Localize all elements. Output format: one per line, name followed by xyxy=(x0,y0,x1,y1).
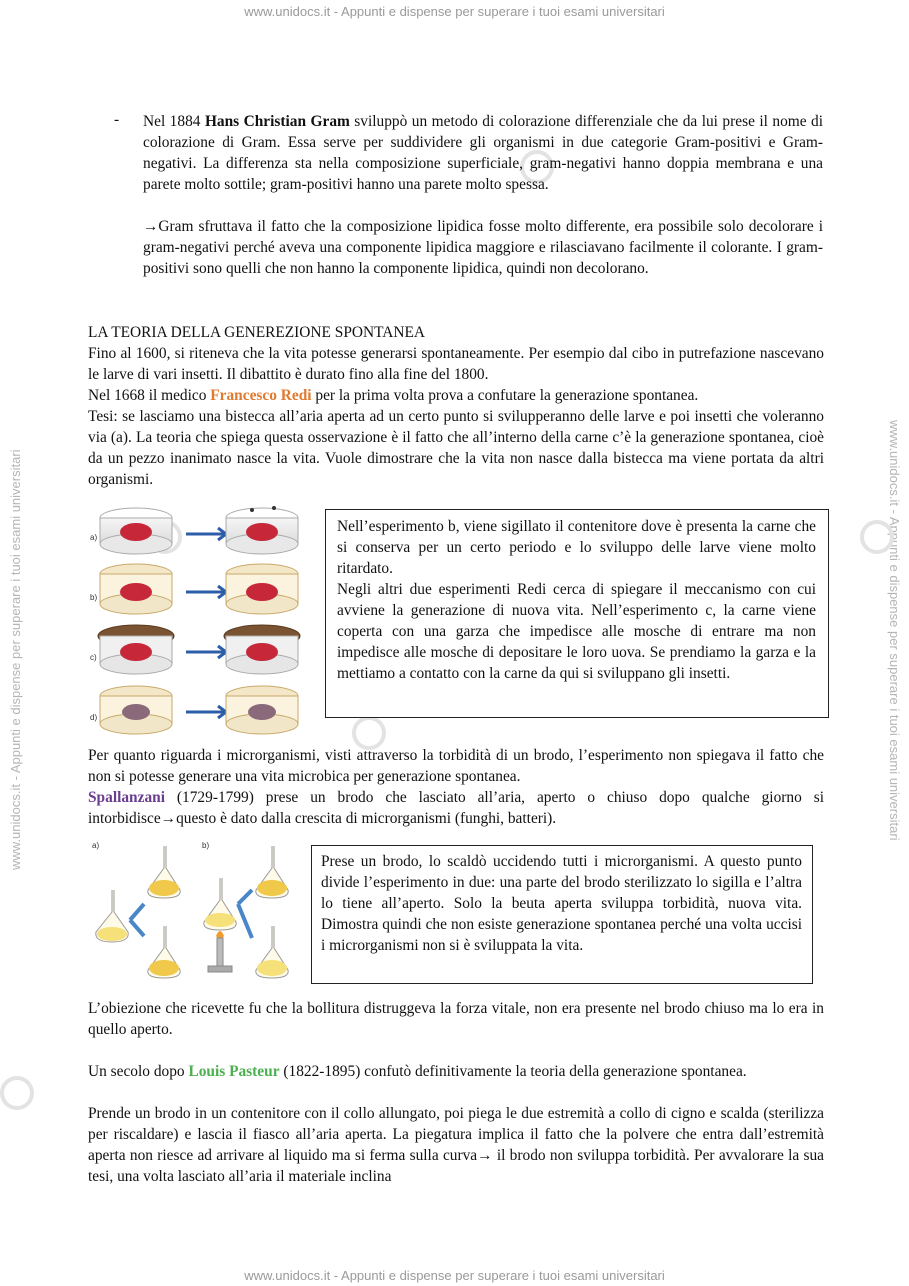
redi-experiment-figure xyxy=(88,496,310,738)
arrow-icon xyxy=(186,528,226,540)
watermark-logo-icon xyxy=(0,1076,34,1110)
thesis-paragraph: Tesi: se lasciamo una bistecca all’aria aperta ad un certo punto si svilupperanno delle larve e poi insetti che voleranno via (a). La teoria che spiega questa osservazione è il fatto che all’interno della carne c’è la generazione spontanea, cioè da un pezzo inanimato nasce la vita. Vuole dimostrare che la vita non nasce dalla bistecca ma viene portata da altri organismi. xyxy=(88,408,824,488)
gram-arrow-paragraph xyxy=(143,216,823,279)
right-side-watermark: www.unidocs.it - Appunti e dispense per superare i tuoi esami universitari xyxy=(887,420,902,841)
figure-label-a: a) xyxy=(90,533,98,542)
dish-c-before xyxy=(98,625,174,674)
redi-box-text-1: Nell’esperimento b, viene sigillato il contenitore dove è presenta la carne che si conserva per un certo periodo e lo sviluppo delle larve viene molto ritardato. xyxy=(337,518,816,577)
section-heading: LA TEORIA DELLA GENEREZIONE SPONTANEA xyxy=(88,324,426,341)
flask-icon xyxy=(256,926,288,978)
gram-name: Hans Christian Gram xyxy=(204,113,350,130)
spallanzani-name: Spallanzani xyxy=(88,789,165,806)
redi-name: Francesco Redi xyxy=(210,387,312,404)
bunsen-burner-icon xyxy=(208,931,232,972)
gram-explanation: Gram sfruttava il fatto che la composizione lipidica fosse molto differente, era possibile solo decolorare i gram-negativi perché aveva una componente lipidica maggiore e rilasciavano facilmente il colorante. I gram-positivi sono quelli che non hanno la componente lipidica, quindi non decolorano. xyxy=(143,218,823,277)
spallanzani-experiment-figure xyxy=(90,838,302,998)
flask-icon xyxy=(148,846,180,898)
spallanzani-paragraph xyxy=(88,787,824,829)
figure-label-d: d) xyxy=(90,713,98,722)
dish-d-before xyxy=(100,686,172,734)
spallanzani-text-b: questo è dato dalla crescita di microrganismi (funghi, batteri). xyxy=(176,810,557,827)
watermark-logo-icon xyxy=(860,520,894,554)
spallanzani-text-a: (1729-1799) prese un brodo che lasciato all’aria, aperto o chiuso dopo qualche giorno si intorbidisce xyxy=(88,789,824,827)
dish-b-before xyxy=(100,564,172,614)
dish-a-after xyxy=(226,506,298,554)
bullet-marker: - xyxy=(114,111,120,128)
redi-explanation-box xyxy=(325,509,829,718)
arrow-icon: → xyxy=(477,1147,493,1164)
arrow-icon: → xyxy=(160,810,177,827)
redi-box-text-2: Negli altri due esperimenti Redi cerca di spiegare il meccanismo con cui avviene la generazione di nuova vita. Nell’esperimento c, la carne viene coperta con una garza che impedisce alle mosche di entrare ma non impedisce alle mosche di depositare le loro uova. Se prendiamo la garza e la mettiamo a contatto con la carne da qui si sviluppano gli insetti. xyxy=(337,581,816,682)
pasteur-text-a: Un secolo dopo xyxy=(88,1063,189,1080)
intro-paragraph: Fino al 1600, si riteneva che la vita potesse generarsi spontaneamente. Per esempio dal cibo in putrefazione nascevano le larve di vari insetti. Il dibattito è durato fino alla fine del 1800. xyxy=(88,345,824,383)
flask-icon xyxy=(204,878,236,930)
redi-text-a: Nel 1668 il medico xyxy=(88,387,211,404)
objection-paragraph: L’obiezione che ricevette fu che la bollitura distruggeva la forza vitale, non era presente nel brodo chiuso ma lo era in quello aperto. xyxy=(88,1000,824,1038)
spallanzani-box-text: Prese un brodo, lo scaldò uccidendo tutti i microrganismi. A questo punto divide l’esperimento in due: una parte del brodo sterilizzato lo sigilla e l’altra lo tiene all’aperto. Solo la beuta aperta sviluppa torbidità, nuova vita. Dimostra quindi che non esiste generazione spontanea perché una volta uccisi i microrganismi non si è sviluppata la vita. xyxy=(321,853,802,954)
left-side-watermark: www.unidocs.it - Appunti e dispense per superare i tuoi esami universitari xyxy=(8,449,23,870)
gram-text-b: sviluppò un metodo di colorazione differenziale che da lui prese il nome di colorazione di Gram. Essa serve per suddividere gli organismi in due categorie Gram-positivi e Gram-negativi. La differenza sta nella composizione superficiale, gram-negativi hanno doppia membrana e una parete molto sottile; gram-positivi hanno una parete molto spessa. xyxy=(143,113,824,193)
branch-arrow-icon xyxy=(130,904,144,936)
dish-a-before xyxy=(100,508,172,554)
pasteur-text-b: (1822-1895) confutò definitivamente la teoria della generazione spontanea. xyxy=(279,1063,747,1080)
pasteur-paragraph xyxy=(88,1061,824,1082)
figure-label-b: b) xyxy=(202,841,210,850)
figure-label-b: b) xyxy=(90,593,98,602)
header-watermark: www.unidocs.it - Appunti e dispense per superare i tuoi esami universitari xyxy=(244,4,665,19)
dish-c-after xyxy=(224,625,300,674)
swan-neck-text-a: Prende un brodo in un contenitore con il collo allungato, poi piega le due estremità a collo di cigno e scalda (sterilizza per riscaldare) e lascia il fiasco all’aria aperta. La piegatura implica il fatto che la polvere che entra dall’estremità aperta non riesce ad arrivare al liquido ma si ferma sulla curva xyxy=(88,1105,824,1164)
pasteur-name: Louis Pasteur xyxy=(188,1063,280,1080)
swan-neck-paragraph xyxy=(88,1103,824,1187)
branch-arrow-icon xyxy=(238,890,252,938)
arrow-icon xyxy=(186,646,226,658)
gram-text-a: Nel 1884 xyxy=(143,113,205,130)
footer-watermark: www.unidocs.it - Appunti e dispense per superare i tuoi esami universitari xyxy=(244,1268,665,1283)
arrow-icon xyxy=(186,586,226,598)
dish-b-after xyxy=(226,564,298,614)
spallanzani-explanation-box xyxy=(311,845,813,984)
microorganisms-paragraph: Per quanto riguarda i microrganismi, visti attraverso la torbidità di un brodo, l’esperimento non spiegava il fatto che non si potesse generare una vita microbica per generazione spontanea. xyxy=(88,747,824,785)
redi-text-b: per la prima volta prova a confutare la generazione spontanea. xyxy=(311,387,699,404)
gram-paragraph xyxy=(143,111,823,195)
flask-icon xyxy=(96,890,128,942)
flask-icon xyxy=(256,846,288,898)
figure-label-a: a) xyxy=(92,841,100,850)
arrow-icon xyxy=(186,706,226,718)
flask-icon xyxy=(148,926,180,978)
figure-label-c: c) xyxy=(90,653,97,662)
arrow-icon: → xyxy=(143,218,159,235)
dish-d-after xyxy=(226,686,298,734)
swan-neck-text-b: il brodo non sviluppa torbidità. Per avvalorare la sua tesi, una volta lasciato all’aria il materiale inclina xyxy=(88,1147,824,1185)
redi-paragraph xyxy=(88,385,824,406)
